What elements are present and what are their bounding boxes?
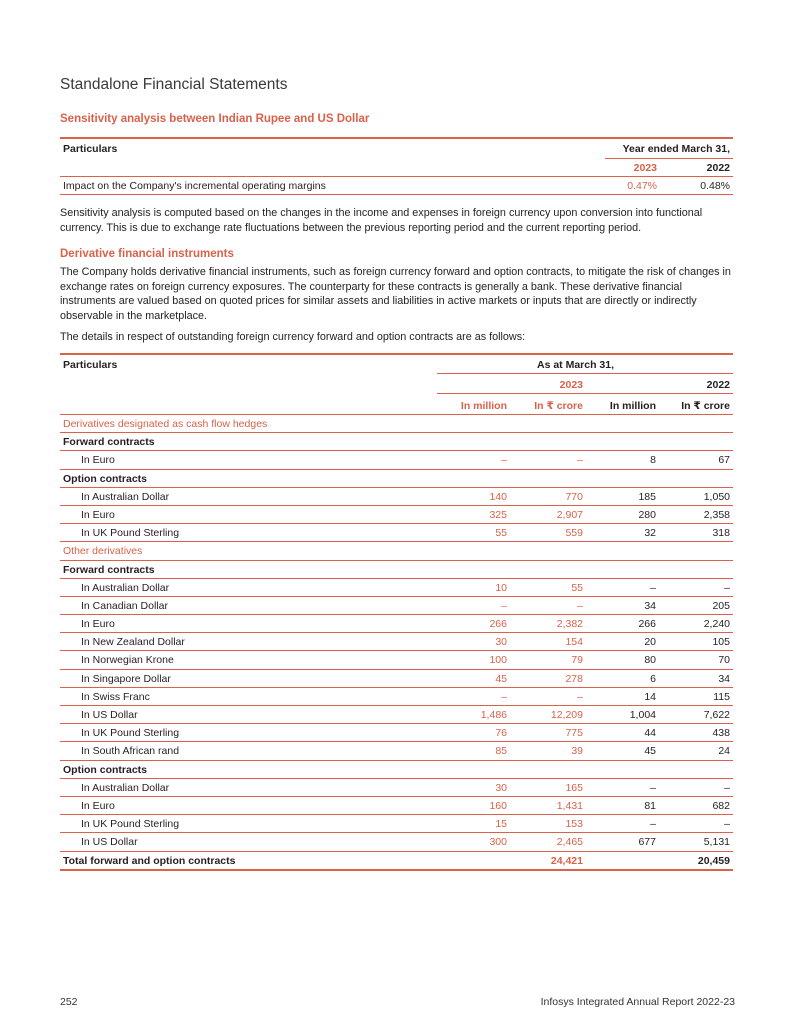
row-label: In UK Pound Sterling	[81, 527, 180, 540]
cell-value: 10	[495, 581, 507, 594]
column-label: Particulars	[63, 359, 118, 371]
cell-value: 55	[571, 581, 583, 594]
table-row	[60, 505, 733, 523]
row-label: In South African rand	[81, 745, 180, 758]
row-label: Option contracts	[63, 472, 148, 485]
cell-value: 1,431	[556, 799, 583, 812]
cell-value: 115	[713, 690, 730, 703]
row-label: In Euro	[81, 618, 115, 631]
table-header-row	[60, 355, 733, 373]
unit-header: In ₹ crore	[534, 400, 583, 412]
row-label: In Singapore Dollar	[81, 672, 171, 685]
table-row	[60, 523, 733, 541]
row-label: In Swiss Franc	[81, 690, 150, 703]
table-row	[60, 578, 733, 596]
table-row	[60, 650, 733, 668]
cell-value: –	[724, 581, 730, 594]
table-row	[60, 632, 733, 650]
derivatives-table	[60, 353, 733, 871]
table-row	[60, 596, 733, 614]
total-row	[60, 851, 733, 871]
cell-value: 770	[565, 490, 583, 503]
cell-value: 20	[644, 636, 656, 649]
year-header-row	[437, 373, 733, 393]
value-2023: 0.47%	[627, 180, 657, 192]
unit-header-row	[437, 393, 733, 414]
cell-value: –	[501, 690, 507, 703]
year-2023: 2023	[559, 379, 583, 391]
cell-value: 266	[638, 618, 656, 631]
cell-value: –	[724, 781, 730, 794]
cell-value: 154	[565, 636, 583, 649]
row-label: In Australian Dollar	[81, 581, 170, 594]
cell-value: –	[650, 781, 656, 794]
cell-value: 1,050	[703, 490, 730, 503]
section-title-sensitivity: Sensitivity analysis between Indian Rupee and US Dollar	[60, 113, 370, 125]
cell-value: 12,209	[550, 709, 583, 721]
cell-value: 80	[644, 654, 656, 667]
cell-value: 14	[644, 690, 656, 703]
row-label: In UK Pound Sterling	[81, 818, 180, 831]
cell-value: –	[724, 818, 730, 831]
page-header: Standalone Financial Statements	[60, 76, 288, 93]
cell-value: 2,240	[703, 618, 730, 631]
row-label: In Euro	[81, 799, 115, 812]
table-row	[60, 705, 733, 723]
cell-value: 85	[495, 745, 507, 758]
unit-header: In million	[460, 400, 507, 412]
table-row	[60, 814, 733, 832]
cell-value: 24,421	[550, 854, 583, 867]
cell-value: –	[501, 454, 507, 467]
cell-value: 6	[650, 672, 656, 685]
cell-value: 7,622	[703, 709, 730, 721]
table-row	[60, 723, 733, 741]
section-title-derivatives: Derivative financial instruments	[60, 248, 234, 260]
cell-value: 278	[565, 672, 583, 685]
cell-value: 165	[565, 781, 583, 794]
group-label: As at March 31,	[537, 359, 615, 371]
derivatives-description: The Company holds derivative financial instruments, such as foreign currency forward and option contracts, to mitigate the risk of changes in exchange rates on foreign currency exposures. The counterparty for these contracts is generally a bank. These derivative financial instruments are valued based on quoted prices for similar assets and liabilities in active markets or inputs that are directly or indirectly observable in the marketplace.	[60, 266, 731, 322]
cell-value: –	[577, 690, 583, 703]
table-header-row	[60, 139, 733, 158]
cell-value: 266	[489, 618, 507, 631]
cell-value: 81	[644, 799, 656, 812]
table-body	[60, 414, 733, 871]
cell-value: 45	[495, 672, 507, 685]
table-row	[60, 176, 733, 195]
row-label: In US Dollar	[81, 836, 138, 849]
unit-header: In million	[609, 400, 656, 412]
table-row	[60, 796, 733, 814]
year-2022: 2022	[706, 379, 730, 391]
cell-value: –	[650, 818, 656, 831]
cell-value: 24	[718, 745, 730, 758]
row-label: Forward contracts	[63, 436, 155, 449]
cell-value: –	[577, 599, 583, 612]
cell-value: 105	[712, 636, 730, 649]
cell-value: 79	[571, 654, 583, 667]
table-section-row	[60, 469, 733, 487]
cell-value: 32	[644, 527, 656, 540]
cell-value: –	[650, 581, 656, 594]
sensitivity-table	[60, 137, 733, 195]
cell-value: 300	[489, 836, 507, 849]
cell-value: 44	[644, 727, 656, 740]
cell-value: 45	[644, 745, 656, 758]
table-section-row	[60, 432, 733, 450]
year-2022: 2022	[706, 162, 730, 174]
row-label: Derivatives designated as cash flow hedges	[63, 418, 268, 430]
row-label: In Canadian Dollar	[81, 599, 168, 612]
row-label: In Norwegian Krone	[81, 654, 174, 667]
cell-value: 55	[495, 527, 507, 540]
row-label: In Euro	[81, 454, 115, 467]
value-2022: 0.48%	[700, 180, 730, 192]
cell-value: 8	[650, 454, 656, 467]
cell-value: 34	[718, 672, 730, 685]
row-label: Forward contracts	[63, 563, 155, 576]
cell-value: 185	[638, 490, 656, 503]
row-label: In US Dollar	[81, 709, 138, 721]
cell-value: 775	[565, 727, 583, 740]
table-row	[60, 614, 733, 632]
row-label: In Euro	[81, 508, 115, 521]
cell-value: 34	[644, 599, 656, 612]
page-number: 252	[60, 996, 78, 1008]
cell-value: 30	[495, 636, 507, 649]
cell-value: 76	[495, 727, 507, 740]
cell-value: 30	[495, 781, 507, 794]
unit-header: In ₹ crore	[681, 400, 730, 412]
year-2023: 2023	[633, 162, 657, 174]
cell-value: 559	[565, 527, 583, 540]
table-section-row	[60, 560, 733, 578]
column-label: Particulars	[63, 143, 118, 155]
cell-value: 15	[495, 818, 507, 831]
cell-value: 318	[712, 527, 730, 540]
group-label: Year ended March 31,	[622, 143, 730, 155]
cell-value: 20,459	[697, 854, 730, 867]
cell-value: 67	[718, 454, 730, 467]
table-section-row	[60, 760, 733, 778]
year-header-row	[605, 158, 733, 176]
cell-value: –	[501, 599, 507, 612]
table-row	[60, 832, 733, 850]
footer-report-title: Infosys Integrated Annual Report 2022-23	[540, 996, 735, 1008]
cell-value: 280	[638, 508, 656, 521]
row-label: Total forward and option contracts	[63, 854, 236, 867]
cell-value: 153	[565, 818, 583, 831]
cell-value: 325	[489, 508, 507, 521]
table-row	[60, 778, 733, 796]
cell-value: 160	[489, 799, 507, 812]
table-row	[60, 669, 733, 687]
sensitivity-note: Sensitivity analysis is computed based on the changes in the income and expenses in foreign currency upon conversion into functional currency. This is due to exchange rate fluctuations between the previous reporting period and the current reporting period.	[60, 207, 703, 234]
cell-value: 2,358	[703, 508, 730, 521]
row-label: In UK Pound Sterling	[81, 727, 180, 740]
table-row	[60, 687, 733, 705]
cell-value: 2,907	[556, 508, 583, 521]
row-label: Other derivatives	[63, 545, 143, 558]
row-label: Option contracts	[63, 763, 148, 776]
table-section-row	[60, 541, 733, 559]
cell-value: 39	[571, 745, 583, 758]
cell-value: 5,131	[703, 836, 730, 849]
row-label: In Australian Dollar	[81, 490, 170, 503]
cell-value: 677	[638, 836, 656, 849]
cell-value: 100	[489, 654, 507, 667]
row-label: Impact on the Company's incremental operating margins	[63, 180, 326, 192]
table-row	[60, 450, 733, 468]
cell-value: 1,004	[629, 709, 656, 721]
cell-value: 682	[712, 799, 730, 812]
cell-value: 1,486	[480, 709, 507, 721]
cell-value: 205	[712, 599, 730, 612]
cell-value: 2,465	[556, 836, 583, 849]
row-label: In Australian Dollar	[81, 781, 170, 794]
table-section-row	[60, 414, 733, 432]
cell-value: 70	[718, 654, 730, 667]
table-row	[60, 487, 733, 505]
row-label: In New Zealand Dollar	[81, 636, 185, 649]
cell-value: 438	[712, 727, 730, 740]
table-row	[60, 741, 733, 759]
cell-value: 2,382	[556, 618, 583, 631]
derivatives-intro: The details in respect of outstanding foreign currency forward and option contracts are as follows:	[60, 331, 526, 343]
cell-value: 140	[489, 490, 507, 503]
cell-value: –	[577, 454, 583, 467]
